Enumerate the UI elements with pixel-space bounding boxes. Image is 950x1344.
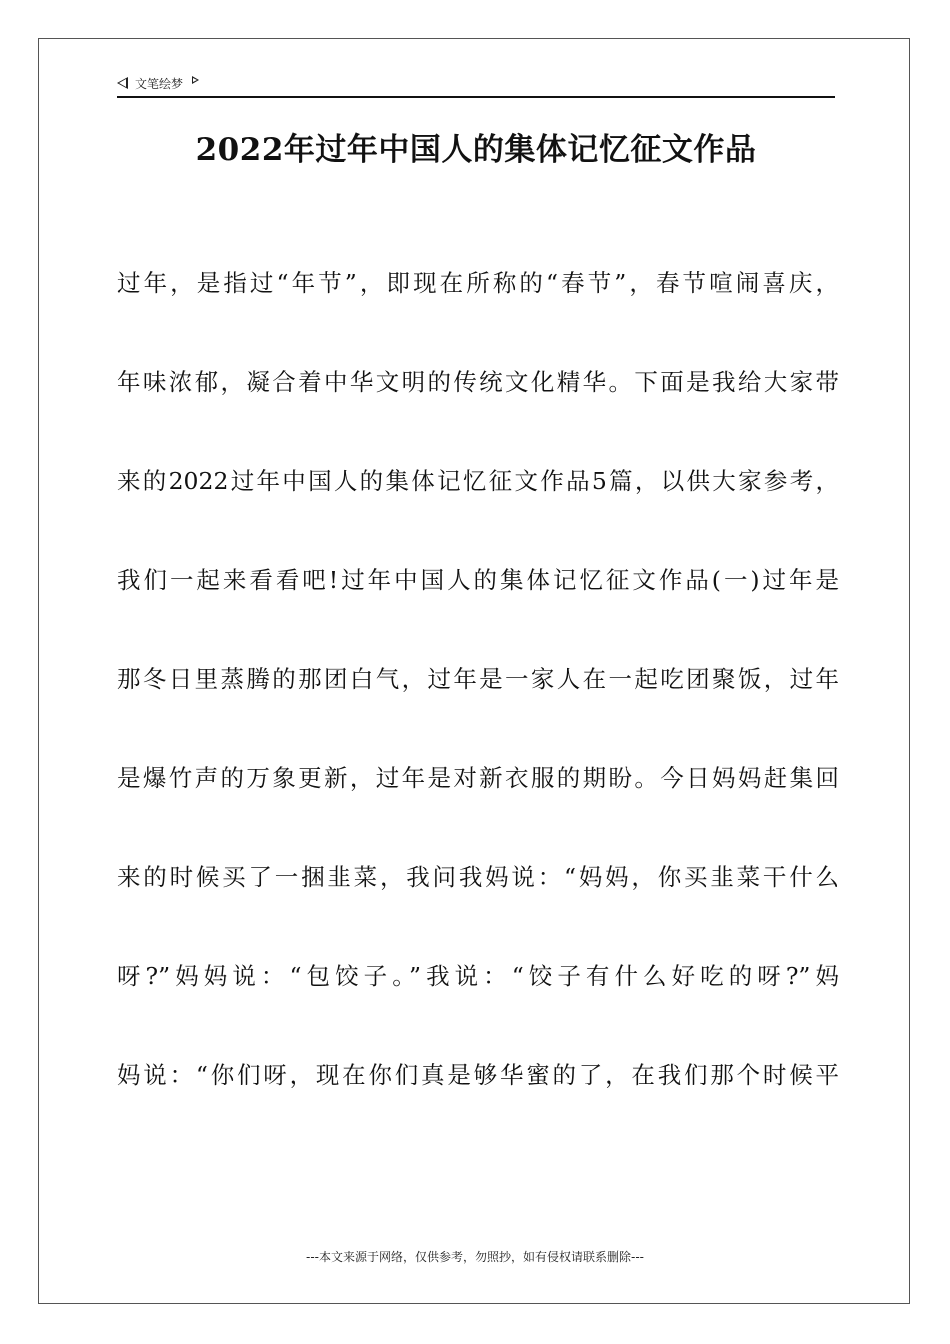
- document-title: 2022年过年中国人的集体记忆征文作品: [195, 132, 757, 168]
- body-line: 呀?”妈妈说：“包饺子。”我说：“饺子有什么好吃的呀?”妈: [117, 962, 839, 990]
- header-site-name: 文笔绘梦: [135, 76, 184, 91]
- body-line: 年味浓郁，凝合着中华文明的传统文化精华。下面是我给大家带: [117, 368, 839, 396]
- right-triangle-icon: [192, 76, 199, 84]
- body-line: 过年，是指过“年节”，即现在所称的“春节”，春节喧闹喜庆，: [117, 269, 839, 297]
- body-line: 我们一起来看看吧!过年中国人的集体记忆征文作品(一)过年是: [117, 566, 839, 594]
- footer-notice: ---本文来源于网络，仅供参考，勿照抄，如有侵权请联系删除---: [306, 1250, 644, 1264]
- body-line: 妈说：“你们呀，现在你们真是够华蜜的了，在我们那个时候平: [117, 1061, 839, 1089]
- header-row: [117, 72, 835, 94]
- document-body: [117, 258, 839, 1149]
- page-header: [117, 72, 835, 98]
- body-line: 是爆竹声的万象更新，过年是对新衣服的期盼。今日妈妈赶集回: [117, 764, 839, 792]
- body-line: 来的时候买了一捆韭菜，我问我妈说：“妈妈，你买韭菜干什么: [117, 863, 839, 891]
- body-line: 来的2022过年中国人的集体记忆征文作品5篇，以供大家参考，: [117, 467, 839, 495]
- body-line: 那冬日里蒸腾的那团白气，过年是一家人在一起吃团聚饭，过年: [117, 665, 839, 693]
- left-triangle-icon: [117, 77, 128, 89]
